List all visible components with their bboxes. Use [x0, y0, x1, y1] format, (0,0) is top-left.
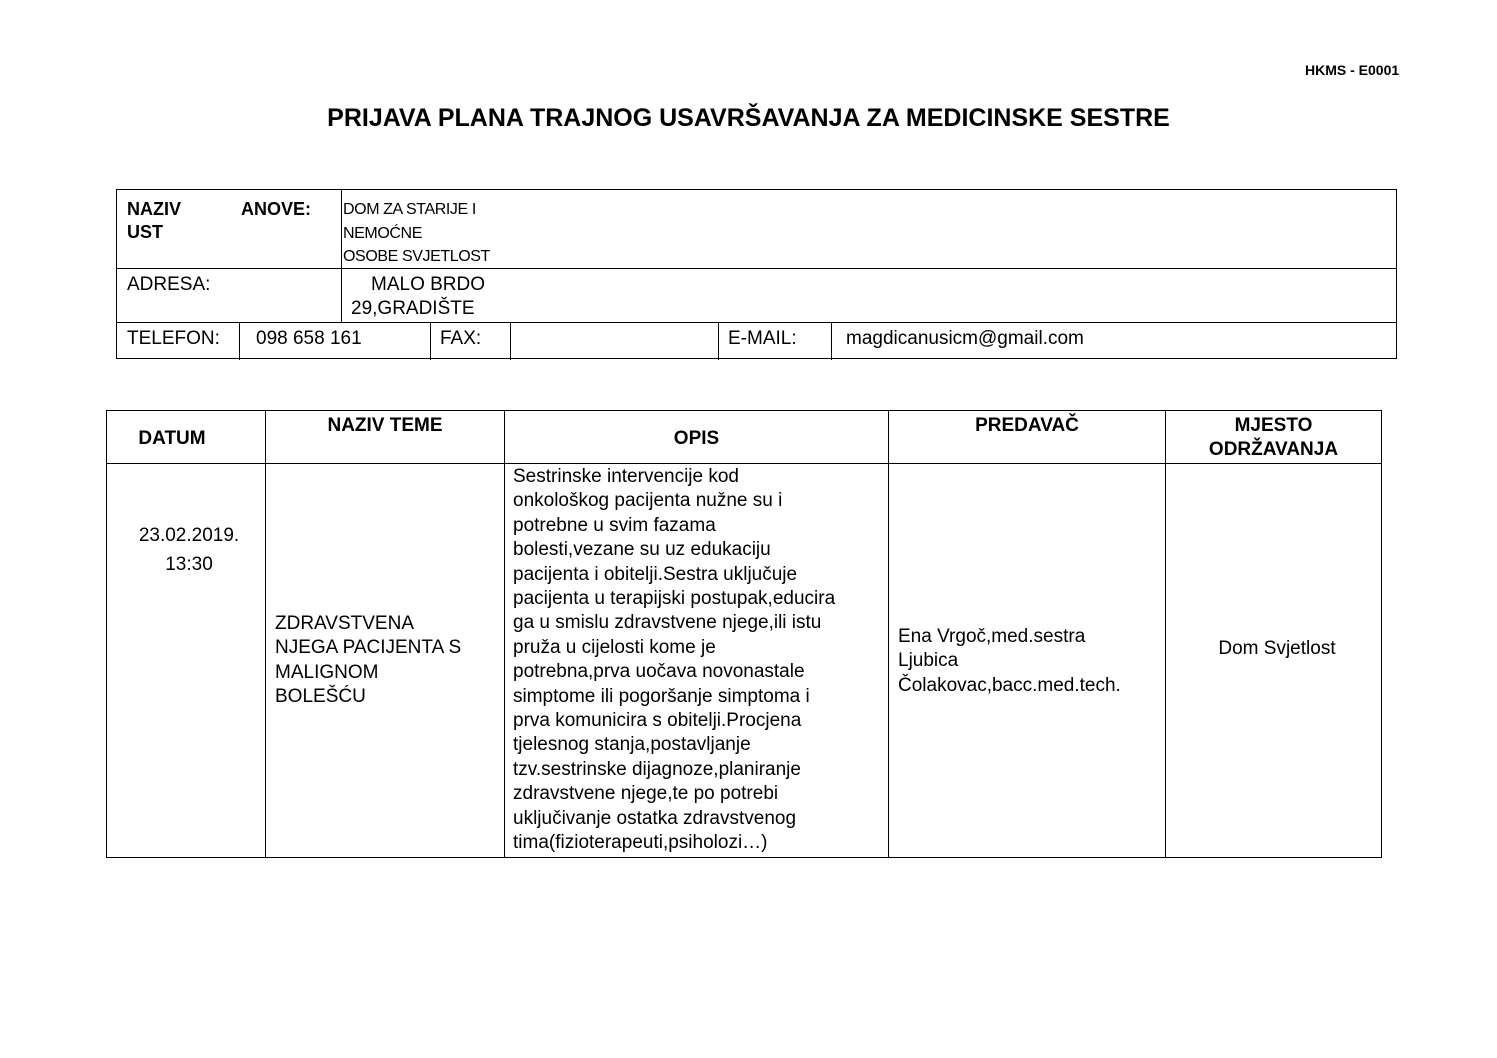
phone-value: 098 658 161 — [256, 328, 362, 349]
lecturer-cell: Ljubica — [898, 650, 959, 672]
location-cell: Dom Svjetlost — [1218, 638, 1336, 659]
description-line: pruža u cijelosti kome je — [513, 636, 716, 658]
topic-cell: MALIGNOM — [275, 661, 379, 683]
description-line: pacijenta u terapijski postupak,educira — [513, 588, 836, 609]
divider — [117, 322, 1396, 323]
description-line: potrebna,prva uočava novonastale — [513, 661, 805, 683]
fax-label: FAX: — [440, 328, 482, 349]
divider — [430, 322, 431, 360]
institution-name-value: OSOBE SVJETLOST — [343, 248, 490, 265]
divider — [265, 411, 266, 857]
institution-name-label: ANOVE: — [241, 199, 312, 219]
topic-cell: NJEGA PACIJENTA S — [275, 637, 462, 659]
description-line: ga u smislu zdravstvene njege,ili istu — [513, 612, 822, 634]
description-line: zdravstvene njege,te po potrebi — [513, 783, 779, 805]
description-line: bolesti,vezane su uz edukaciju — [513, 539, 771, 561]
topic-cell: BOLEŠĆU — [275, 686, 366, 708]
divider — [107, 463, 1381, 464]
email-label: E-MAIL: — [728, 328, 797, 349]
divider — [510, 322, 511, 360]
lecturer-cell: Ena Vrgoč,med.sestra — [898, 626, 1086, 647]
description-line: tima(fizioterapeuti,psiholozi…) — [513, 832, 768, 853]
column-header-datum: DATUM — [138, 428, 206, 449]
institution-name-label: UST — [127, 222, 163, 242]
email-value: magdicanusicm@gmail.com — [846, 328, 1084, 349]
description-line: potrebne u svim fazama — [513, 514, 716, 536]
divider — [117, 268, 1396, 269]
address-label: ADRESA: — [127, 274, 211, 295]
institution-name-value: DOM ZA STARIJE I — [343, 201, 476, 218]
description-line: uključivanje ostatka zdravstvenog — [513, 807, 797, 829]
column-header-opis: OPIS — [673, 428, 720, 449]
date-cell: 23.02.2019. — [138, 525, 240, 546]
column-header-mjesto: ODRŽAVANJA — [1208, 439, 1339, 460]
form-code: HKMS - E0001 — [1305, 62, 1400, 78]
institution-name-value: NEMOĆNE — [343, 225, 422, 242]
divider — [341, 190, 342, 322]
institution-info-table — [116, 189, 1397, 359]
description-line: Sestrinske intervencije kod — [513, 466, 739, 487]
address-value: MALO BRDO — [371, 274, 486, 295]
divider — [504, 411, 505, 857]
divider — [239, 322, 240, 360]
topic-cell: ZDRAVSTVENA — [275, 613, 415, 634]
description-line: tjelesnog stanja,postavljanje — [513, 734, 751, 756]
description-line: simptome ili pogoršanje simptoma i — [513, 685, 810, 707]
description-line: prva komunicira s obitelji.Procjena — [513, 710, 802, 731]
institution-name-label: NAZIV — [127, 199, 181, 219]
divider — [718, 322, 719, 360]
divider — [1165, 411, 1166, 857]
description-line: onkološkog pacijenta nužne su i — [513, 490, 783, 512]
divider — [888, 411, 889, 857]
training-plan-table — [106, 410, 1382, 858]
column-header-mjesto: MJESTO — [1234, 415, 1313, 436]
column-header-predavac: PREDAVAČ — [975, 415, 1079, 436]
time-cell: 13:30 — [165, 554, 213, 575]
address-value: 29,GRADIŠTE — [351, 298, 475, 319]
column-header-naziv-teme: NAZIV TEME — [327, 415, 443, 436]
divider — [831, 322, 832, 360]
description-line: pacijenta i obitelji.Sestra uključuje — [513, 563, 798, 585]
page-title: PRIJAVA PLANA TRAJNOG USAVRŠAVANJA ZA MEDICINSKE SESTRE — [327, 104, 1170, 132]
phone-label: TELEFON: — [127, 328, 220, 349]
description-line: tzv.sestrinske dijagnoze,planiranje — [513, 758, 801, 780]
lecturer-cell: Čolakovac,bacc.med.tech. — [898, 674, 1121, 696]
